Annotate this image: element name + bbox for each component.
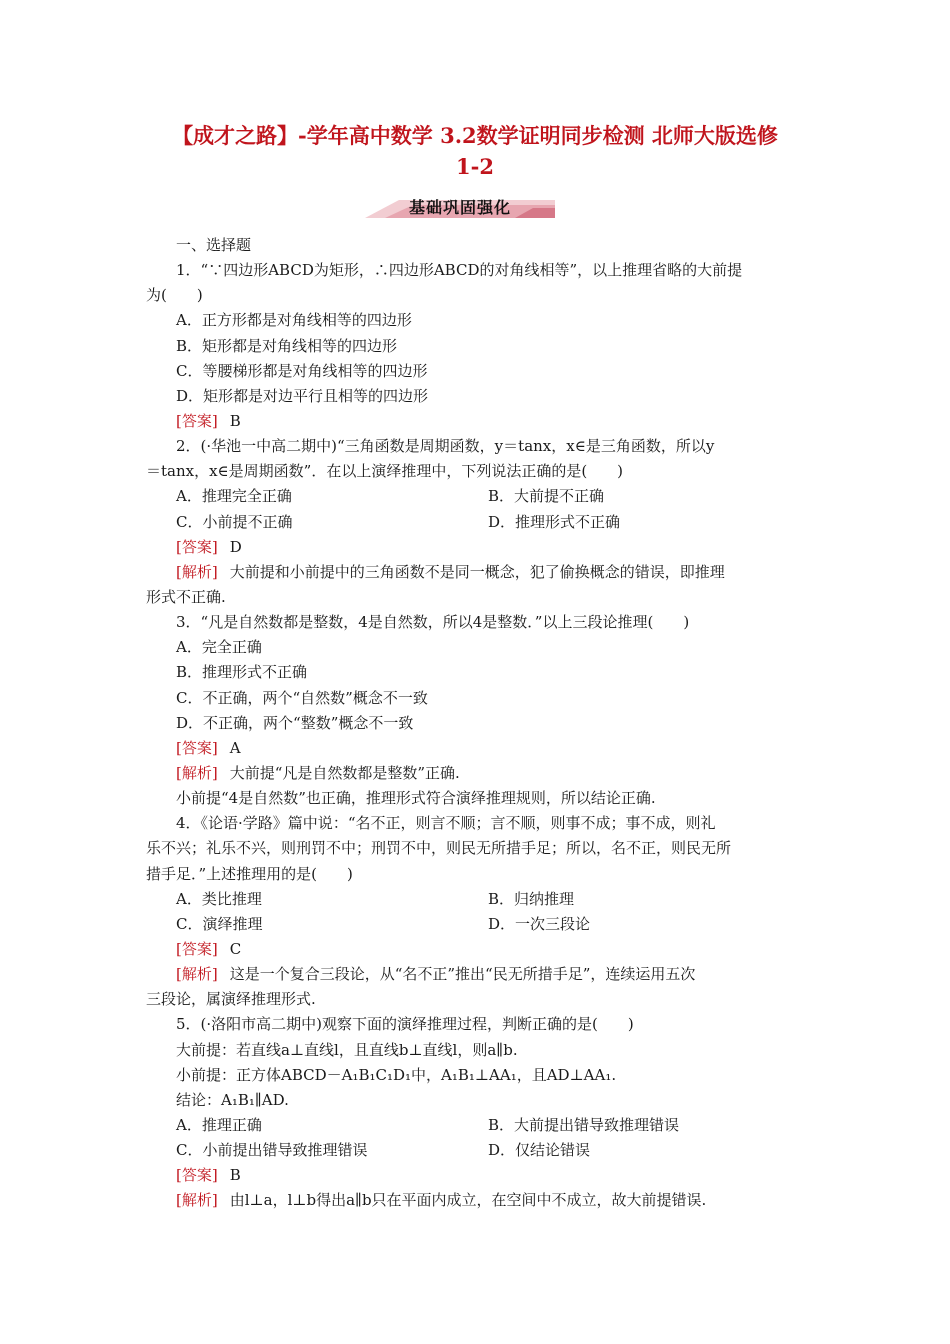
answer-label: [答案] bbox=[176, 1166, 218, 1185]
q5-options-row-2 bbox=[146, 1138, 810, 1163]
question-list bbox=[146, 233, 810, 1213]
q5-options-row-1 bbox=[146, 1113, 810, 1138]
q2-option-b: B．大前提不正确 bbox=[488, 487, 605, 506]
q5-minor-premise: 小前提：正方体ABCD－A₁B₁C₁D₁中，A₁B₁⊥AA₁，且AD⊥AA₁. bbox=[176, 1065, 617, 1084]
q2-answer-row bbox=[146, 535, 810, 560]
q2-stem-line-2: ＝tanx，x∈是周期函数”．在以上演绎推理中，下列说法正确的是( ) bbox=[146, 462, 624, 481]
q3-analysis-text: 大前提“凡是自然数都是整数”正确. bbox=[229, 763, 460, 782]
q5-option-a: A．推理正确 bbox=[176, 1115, 262, 1134]
title-line-1: 【成才之路】-学年高中数学 3.2数学证明同步检测 北师大版选修 bbox=[172, 123, 778, 148]
q1-stem-line-2: 为( ) bbox=[146, 286, 203, 305]
q3-option-a: A．完全正确 bbox=[176, 638, 262, 657]
q2-answer: D bbox=[229, 537, 242, 556]
q5-stem-line-1: 5．(·洛阳市高二期中)观察下面的演绎推理过程，判断正确的是( ) bbox=[176, 1015, 634, 1034]
analysis-label: [解析] bbox=[176, 562, 218, 581]
q2-stem-line-1: 2．(·华池一中高二期中)“三角函数是周期函数，y＝tanx，x∈是三角函数，所以y bbox=[176, 437, 715, 456]
document-title bbox=[0, 120, 950, 182]
q4-option-d: D．一次三段论 bbox=[488, 914, 591, 933]
q4-options-row-2 bbox=[146, 912, 810, 937]
section-banner bbox=[365, 194, 555, 222]
answer-label: [答案] bbox=[176, 537, 218, 556]
title-line-2: 1-2 bbox=[456, 154, 494, 179]
q5-major-premise: 大前提：若直线a⊥直线l，且直线b⊥直线l，则a∥b. bbox=[176, 1040, 518, 1059]
q3-stem-line-1: 3．“凡是自然数都是整数，4是自然数，所以4是整数．”以上三段论推理( ) bbox=[176, 613, 690, 632]
q3-option-b: B．推理形式不正确 bbox=[176, 663, 308, 682]
analysis-label: [解析] bbox=[176, 965, 218, 984]
q4-option-c: C．演绎推理 bbox=[176, 914, 263, 933]
q4-stem-line-1: 4．《论语·学路》篇中说：“名不正，则言不顺；言不顺，则事不成；事不成，则礼 bbox=[176, 814, 716, 833]
q1-answer: B bbox=[229, 411, 241, 430]
q2-options-row-2 bbox=[146, 510, 810, 535]
q4-answer-row bbox=[146, 937, 810, 962]
banner-text: 基础巩固强化 bbox=[408, 198, 511, 217]
q4-option-a: A．类比推理 bbox=[176, 889, 262, 908]
q4-analysis-line-2: 三段论，属演绎推理形式. bbox=[146, 990, 316, 1009]
q5-conclusion: 结论：A₁B₁∥AD. bbox=[176, 1090, 289, 1109]
q3-analysis-line-1 bbox=[146, 761, 810, 786]
q4-stem-line-3: 措手足．”上述推理用的是( ) bbox=[146, 864, 353, 883]
section-heading: 一、选择题 bbox=[176, 236, 252, 254]
q3-analysis-line-2: 小前提“4是自然数”也正确，推理形式符合演绎推理规则，所以结论正确. bbox=[176, 789, 656, 808]
q2-option-d: D．推理形式不正确 bbox=[488, 512, 621, 531]
q3-option-d: D．不正确，两个“整数”概念不一致 bbox=[176, 713, 414, 732]
q2-analysis-line-1 bbox=[146, 560, 810, 585]
answer-label: [答案] bbox=[176, 939, 218, 958]
q2-analysis-line-2: 形式不正确. bbox=[146, 587, 226, 606]
q2-option-a: A．推理完全正确 bbox=[176, 487, 292, 506]
q2-option-c: C．小前提不正确 bbox=[176, 512, 293, 531]
q4-analysis-line-1 bbox=[146, 962, 810, 987]
q4-option-b: B．归纳推理 bbox=[488, 889, 575, 908]
q5-option-d: D．仅结论错误 bbox=[488, 1141, 591, 1160]
q3-option-c: C．不正确，两个“自然数”概念不一致 bbox=[176, 688, 428, 707]
q1-option-a: A．正方形都是对角线相等的四边形 bbox=[176, 311, 412, 330]
q4-answer: C bbox=[229, 939, 242, 958]
q4-stem-line-2: 乐不兴；礼乐不兴，则刑罚不中；刑罚不中，则民无所措手足；所以，名不正，则民无所 bbox=[146, 839, 732, 858]
q5-option-b: B．大前提出错导致推理错误 bbox=[488, 1115, 680, 1134]
q3-answer: A bbox=[229, 738, 241, 757]
analysis-label: [解析] bbox=[176, 1191, 218, 1210]
q4-options-row-1 bbox=[146, 887, 810, 912]
analysis-label: [解析] bbox=[176, 763, 218, 782]
q5-option-c: C．小前提出错导致推理错误 bbox=[176, 1141, 368, 1160]
q4-analysis-text: 这是一个复合三段论，从“名不正”推出“民无所措手足”，连续运用五次 bbox=[229, 965, 696, 984]
q2-options-row-1 bbox=[146, 484, 810, 509]
q3-answer-row bbox=[146, 736, 810, 761]
q5-analysis-line-1 bbox=[146, 1188, 810, 1213]
q1-stem-line-1: 1．“∵四边形ABCD为矩形，∴四边形ABCD的对角线相等”，以上推理省略的大前提 bbox=[176, 261, 743, 280]
q1-option-d: D．矩形都是对边平行且相等的四边形 bbox=[176, 386, 429, 405]
q2-analysis-text: 大前提和小前提中的三角函数不是同一概念，犯了偷换概念的错误，即推理 bbox=[229, 562, 725, 581]
q5-answer-row bbox=[146, 1163, 810, 1188]
answer-label: [答案] bbox=[176, 738, 218, 757]
answer-label: [答案] bbox=[176, 411, 218, 430]
q5-answer: B bbox=[229, 1166, 241, 1185]
q1-option-c: C．等腰梯形都是对角线相等的四边形 bbox=[176, 361, 428, 380]
q1-answer-row bbox=[146, 409, 810, 434]
q5-analysis-text: 由l⊥a，l⊥b得出a∥b只在平面内成立，在空间中不成立，故大前提错误. bbox=[229, 1191, 707, 1210]
q1-option-b: B．矩形都是对角线相等的四边形 bbox=[176, 336, 398, 355]
